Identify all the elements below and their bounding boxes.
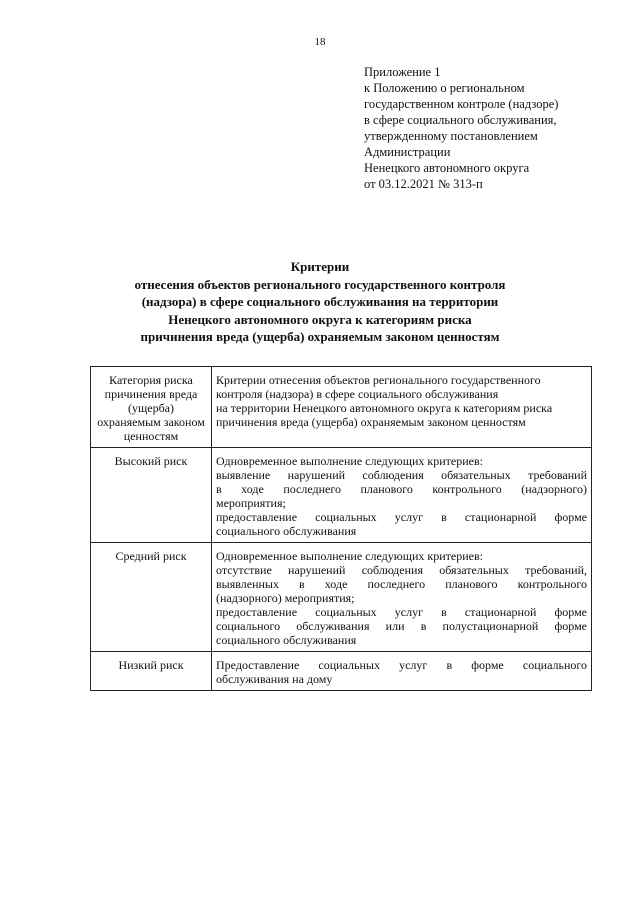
criteria-line: (надзорного) мероприятия; [216,591,355,605]
annex-block [364,64,614,192]
annex-line: Ненецкого автономного округа [364,161,530,175]
header-criteria-line: контроля (надзора) в сфере социального обслуживания [216,387,499,401]
criteria-line: отсутствие нарушений соблюдения обязательных требований, [216,563,587,577]
header-criteria-line: Критерии отнесения объектов регионального государственного [216,373,541,387]
category-cell: Высокий риск [91,448,212,543]
table-header-row [91,367,592,448]
criteria-cell [212,652,592,691]
page-number: 18 [314,36,326,48]
header-category-line: Категория риска [109,373,193,387]
header-category-line: ценностям [123,429,179,443]
risk-criteria-table [90,366,592,691]
annex-line: государственном контроле (надзоре) [364,97,559,111]
annex-line: Приложение 1 [364,65,441,79]
annex-line: Администрации [364,145,451,159]
criteria-cell [212,448,592,543]
title-line: (надзора) в сфере социального обслуживания на территории [141,294,499,309]
table-row-high-risk [91,448,592,543]
criteria-cell [212,543,592,652]
header-category-line: охраняемым законом [97,415,205,429]
title-line: Ненецкого автономного округа к категориям риска [168,311,472,327]
table-row-medium-risk [91,543,592,652]
title-line: причинения вреда (ущерба) охраняемым законом ценностям [140,329,500,344]
document-title [60,258,580,346]
category-cell: Низкий риск [91,652,212,691]
criteria-line: предоставление социальных услуг в стационарной форме [216,605,587,619]
criteria-line: Предоставление социальных услуг в форме социального [216,658,587,672]
criteria-line: в ходе последнего планового контрольного (надзорного) [216,482,587,496]
criteria-line: социального обслуживания или в полустационарной форме [216,619,587,633]
criteria-line: мероприятия; [216,496,286,510]
annex-line: к Положению о региональном [364,81,525,95]
criteria-line: Одновременное выполнение следующих критериев: [216,549,483,563]
annex-line: утвержденному постановлением [364,129,538,143]
criteria-line: социального обслуживания [216,633,357,647]
header-criteria-line: на территории Ненецкого автономного округа к категориям риска [216,401,553,415]
criteria-line: выявление нарушений соблюдения обязательных требований [216,468,587,482]
header-criteria-line: причинения вреда (ущерба) охраняемым законом ценностям [216,415,526,429]
annex-line: от 03.12.2021 № 313-п [364,177,483,191]
header-category-line: (ущерба) [128,401,174,415]
header-criteria-cell [212,367,592,448]
title-line: Критерии [290,259,350,274]
criteria-line: Одновременное выполнение следующих критериев: [216,454,483,468]
table-row-low-risk [91,652,592,691]
criteria-line: предоставление социальных услуг в стационарной форме [216,510,587,524]
header-category-cell [91,367,212,448]
annex-line: в сфере социального обслуживания, [364,113,557,127]
category-cell: Средний риск [91,543,212,652]
title-line: отнесения объектов регионального государственного контроля [134,276,506,292]
header-category-line: причинения вреда [104,387,198,401]
criteria-line: выявленных в ходе последнего планового контрольного [216,577,587,591]
criteria-line: социального обслуживания [216,524,357,538]
criteria-line: обслуживания на дому [216,672,333,686]
